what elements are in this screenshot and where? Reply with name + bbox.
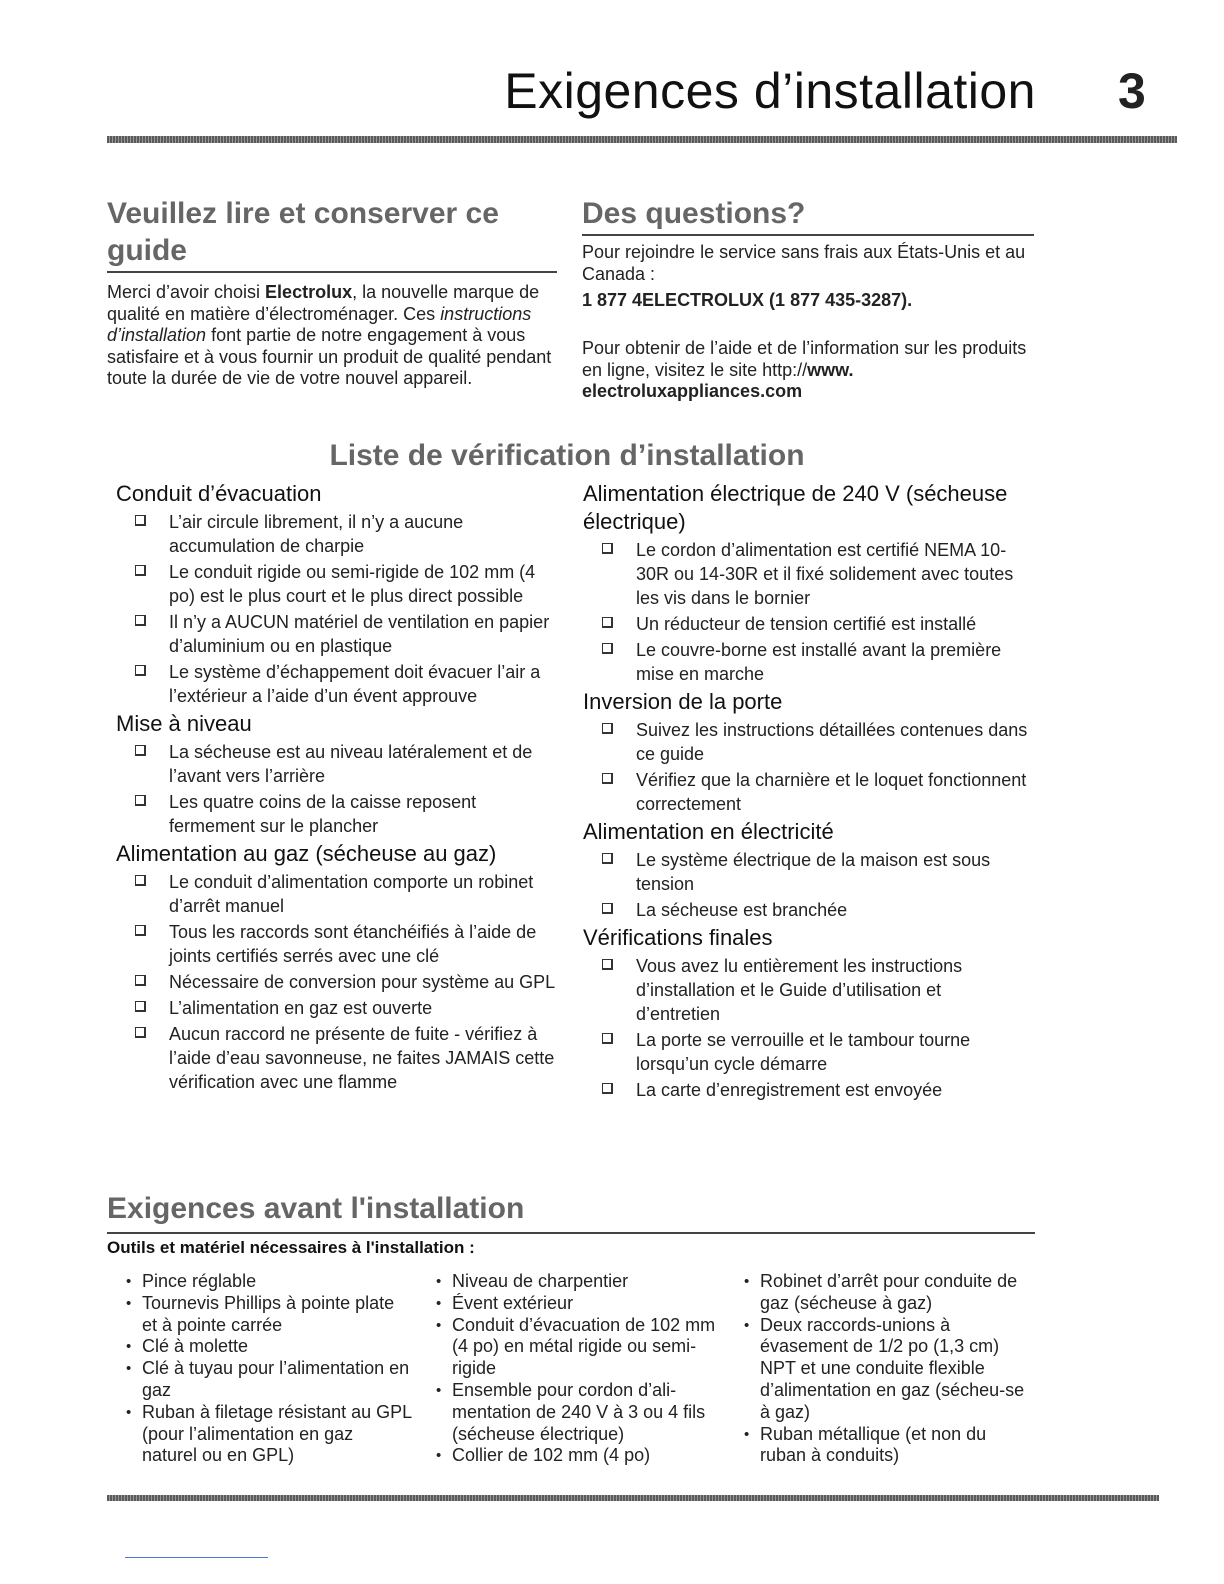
checkbox-icon[interactable] <box>602 903 613 914</box>
tool-item-text: Conduit d’évacuation de 102 mm (4 po) en métal rigide ou semi-rigide <box>452 1314 716 1379</box>
top-divider <box>107 136 1177 143</box>
checklist-item <box>583 1078 1028 1102</box>
checklist-item <box>116 610 566 658</box>
checklist-item <box>116 740 566 788</box>
bottom-divider <box>107 1495 1159 1501</box>
checklist-section-title: Alimentation électrique de 240 V (sécheuse électrique) <box>583 481 1008 534</box>
checklist-item-text: Le conduit rigide ou semi-rigide de 102 mm (4 po) est le plus court et le plus direct possible <box>169 562 536 606</box>
read-guide-rule <box>107 271 557 273</box>
checklist-items <box>583 954 1028 1102</box>
checklist-item <box>116 970 566 994</box>
checklist-item <box>583 898 1028 922</box>
checklist-item-text: Le système d’échappement doit évacuer l’air a l’extérieur a l’aide d’un évent approuve <box>169 662 541 706</box>
bullet-icon: • <box>126 1273 132 1290</box>
read-guide-paragraph <box>107 282 567 390</box>
checklist-item-text: Le couvre-borne est installé avant la première mise en marche <box>636 640 1002 684</box>
checklist-item <box>116 870 566 918</box>
checkbox-icon[interactable] <box>135 565 146 576</box>
questions-heading: Des questions? <box>582 197 806 230</box>
checklist-item <box>116 510 566 558</box>
tool-item-text: Évent extérieur <box>452 1292 574 1313</box>
brand-name: Electrolux <box>265 282 353 302</box>
checklist-item-text: Le conduit d’alimentation comporte un robinet d’arrêt manuel <box>169 872 534 916</box>
questions-rule <box>582 234 1034 236</box>
checklist-item-text: Nécessaire de conversion pour système au GPL <box>169 972 556 992</box>
tools-list-column-3 <box>741 1271 1031 1467</box>
bullet-icon: • <box>436 1381 442 1399</box>
tool-item-text: Tournevis Phillips à pointe plate et à pointe carrée <box>142 1292 395 1335</box>
checklist-item-text: Le système électrique de la maison est sous tension <box>636 850 991 894</box>
tool-list-item <box>123 1358 413 1402</box>
checklist-item <box>116 1022 566 1094</box>
questions-service-text: Pour rejoindre le service sans frais aux États-Unis et au Canada : <box>582 242 1026 284</box>
checklist-item <box>583 954 1028 1026</box>
checkbox-icon[interactable] <box>135 615 146 626</box>
tool-list-item <box>433 1293 718 1315</box>
checklist-items <box>583 848 1028 922</box>
checkbox-icon[interactable] <box>135 515 146 526</box>
checkbox-icon[interactable] <box>602 853 613 864</box>
tool-item-text: Pince réglable <box>142 1271 257 1291</box>
checklist-item <box>583 638 1028 686</box>
bullet-icon: • <box>126 1294 132 1312</box>
checkbox-icon[interactable] <box>602 1033 613 1044</box>
checkbox-icon[interactable] <box>135 925 146 936</box>
bullet-icon: • <box>436 1447 442 1465</box>
questions-online-lead: Pour obtenir de l’aide et de l’information sur les produits en ligne, visitez le site http:// <box>582 338 1027 380</box>
tool-list-item <box>433 1380 718 1445</box>
checklist-item <box>583 1028 1028 1076</box>
tool-list-item <box>741 1424 1031 1468</box>
checkbox-icon[interactable] <box>602 773 613 784</box>
page-number: 3 <box>1118 63 1146 119</box>
footer-line <box>125 1557 268 1558</box>
checklist-item <box>583 848 1028 896</box>
tool-list-item <box>123 1293 413 1337</box>
read-text-middle: , la nouvelle marque de qualité en matière d’électroménager. Ces <box>107 282 540 324</box>
tools-list-column-1 <box>123 1271 413 1467</box>
checklist-section-title: Alimentation en électricité <box>583 819 834 844</box>
checklist-item-text: La carte d’enregistrement est envoyée <box>636 1080 943 1100</box>
checklist-item-text: L’alimentation en gaz est ouverte <box>169 998 433 1018</box>
checklist-item-text: Vérifiez que la charnière et le loquet fonctionnent correctement <box>636 770 1027 814</box>
requirements-rule <box>107 1232 1035 1234</box>
checklist-item-text: Les quatre coins de la caisse reposent fermement sur le plancher <box>169 792 477 836</box>
bullet-icon: • <box>126 1360 132 1378</box>
questions-online-text <box>582 338 1037 403</box>
tool-item-text: Clé à tuyau pour l’alimentation en gaz <box>142 1358 410 1400</box>
tool-item-text: Clé à molette <box>142 1336 249 1357</box>
checklist-item <box>583 718 1028 766</box>
tool-item-text: Ruban à filetage résistant au GPL (pour l’alimentation en gaz naturel ou en GPL) <box>142 1401 412 1466</box>
checklist-item <box>583 612 1028 636</box>
tool-list-item <box>741 1315 1031 1424</box>
tool-list-item <box>123 1271 413 1293</box>
checklist-item <box>116 560 566 608</box>
tool-list-item <box>433 1315 718 1380</box>
bullet-icon: • <box>436 1316 442 1334</box>
checklist-section-title: Inversion de la porte <box>583 689 783 714</box>
checklist-items <box>116 510 566 708</box>
checklist-item <box>116 996 566 1020</box>
checklist-item <box>583 538 1028 610</box>
checklist-item-text: Tous les raccords sont étanchéifiés à l’aide de joints certifiés serrés avec une clé <box>169 922 537 966</box>
checklist-items <box>116 870 566 1094</box>
tools-heading: Outils et matériel nécessaires à l'installation : <box>107 1238 475 1257</box>
tools-list-column-2 <box>433 1271 718 1467</box>
bullet-icon: • <box>126 1403 132 1421</box>
checkbox-icon[interactable] <box>602 959 613 970</box>
tool-list-item <box>123 1402 413 1467</box>
checklist-items <box>583 538 1028 686</box>
checkbox-icon[interactable] <box>135 1027 146 1038</box>
read-text-italic: instructions d’installation <box>107 303 532 345</box>
tool-list-item <box>433 1271 718 1293</box>
questions-phone: 1 877 4ELECTROLUX (1 877 435-3287). <box>582 290 913 310</box>
checklist-item-text: Vous avez lu entièrement les instructions d’installation et le Guide d’utilisation et d’entretien <box>636 956 963 1024</box>
tool-list-item <box>433 1445 718 1467</box>
bullet-icon: • <box>126 1338 132 1356</box>
checklist-heading: Liste de vérification d’installation <box>329 439 805 472</box>
checklist-section-title: Conduit d’évacuation <box>116 481 322 506</box>
checklist-right-column <box>583 480 1028 1104</box>
read-guide-heading: Veuillez lire et conserver ce guide <box>107 197 499 267</box>
bullet-icon: • <box>744 1425 750 1443</box>
bullet-icon: • <box>744 1316 750 1334</box>
checkbox-icon[interactable] <box>135 665 146 676</box>
checklist-item-text: La sécheuse est branchée <box>636 900 848 920</box>
checkbox-icon[interactable] <box>135 1001 146 1012</box>
tool-item-text: Collier de 102 mm (4 po) <box>452 1445 651 1466</box>
bullet-icon: • <box>436 1273 442 1290</box>
checklist-item-text: Aucun raccord ne présente de fuite - vérifiez à l’aide d’eau savonneuse, ne faites JAMAIS cette vérification avec une flamme <box>169 1024 555 1092</box>
checkbox-icon[interactable] <box>135 745 146 756</box>
checklist-item-text: La sécheuse est au niveau latéralement et de l’avant vers l’arrière <box>169 742 533 786</box>
checkbox-icon[interactable] <box>602 723 613 734</box>
checkbox-icon[interactable] <box>602 617 613 628</box>
bullet-icon: • <box>744 1273 750 1290</box>
checkbox-icon[interactable] <box>135 975 146 986</box>
website-link[interactable]: www. electroluxappliances.com <box>582 359 854 401</box>
checklist-item-text: Un réducteur de tension certifié est installé <box>636 614 977 634</box>
requirements-heading: Exigences avant l'installation <box>107 1192 525 1225</box>
read-text-end: font partie de notre engagement à vous satisfaire et à vous fournir un produit de qualité pendant toute la durée de vie de votre nouvel appareil. <box>107 325 552 388</box>
tool-item-text: Ensemble pour cordon d’ali-mentation de 240 V à 3 ou 4 fils (sécheuse électrique) <box>452 1379 706 1444</box>
tool-item-text: Ruban métallique (et non du ruban à conduits) <box>760 1423 987 1466</box>
checklist-item-text: La porte se verrouille et le tambour tourne lorsqu’un cycle démarre <box>636 1030 971 1074</box>
checkbox-icon[interactable] <box>135 875 146 886</box>
checklist-item <box>583 768 1028 816</box>
checklist-item-text: L’air circule librement, il n’y a aucune accumulation de charpie <box>169 512 464 556</box>
checklist-item-text: Suivez les instructions détaillées contenues dans ce guide <box>636 720 1028 764</box>
page-title: Exigences d’installation <box>504 63 1036 119</box>
checkbox-icon[interactable] <box>135 795 146 806</box>
read-text-start: Merci d’avoir choisi <box>107 282 266 302</box>
checklist-item <box>116 920 566 968</box>
checklist-items <box>116 740 566 838</box>
tool-item-text: Robinet d’arrêt pour conduite de gaz (sécheuse à gaz) <box>760 1271 1018 1313</box>
tool-list-item <box>123 1336 413 1358</box>
tool-item-text: Deux raccords-unions à évasement de 1/2 po (1,3 cm) NPT et une conduite flexible d’alimentation en gaz (sécheu-se à gaz) <box>760 1314 1025 1422</box>
checkbox-icon[interactable] <box>602 643 613 654</box>
checkbox-icon[interactable] <box>602 1083 613 1094</box>
checklist-left-column <box>116 480 566 1096</box>
checklist-item-text: Le cordon d’alimentation est certifié NEMA 10-30R ou 14-30R et il fixé solidement avec toutes les vis dans le bornier <box>636 540 1014 608</box>
tool-item-text: Niveau de charpentier <box>452 1271 629 1291</box>
checklist-section-title: Mise à niveau <box>116 711 252 736</box>
checklist-section-title: Vérifications finales <box>583 925 773 950</box>
checklist-items <box>583 718 1028 816</box>
checklist-section-title: Alimentation au gaz (sécheuse au gaz) <box>116 841 497 866</box>
bullet-icon: • <box>436 1294 442 1312</box>
checkbox-icon[interactable] <box>602 543 613 554</box>
checklist-item-text: Il n’y a AUCUN matériel de ventilation en papier d’aluminium ou en plastique <box>169 612 550 656</box>
tool-list-item <box>741 1271 1031 1315</box>
checklist-item <box>116 790 566 838</box>
checklist-item <box>116 660 566 708</box>
